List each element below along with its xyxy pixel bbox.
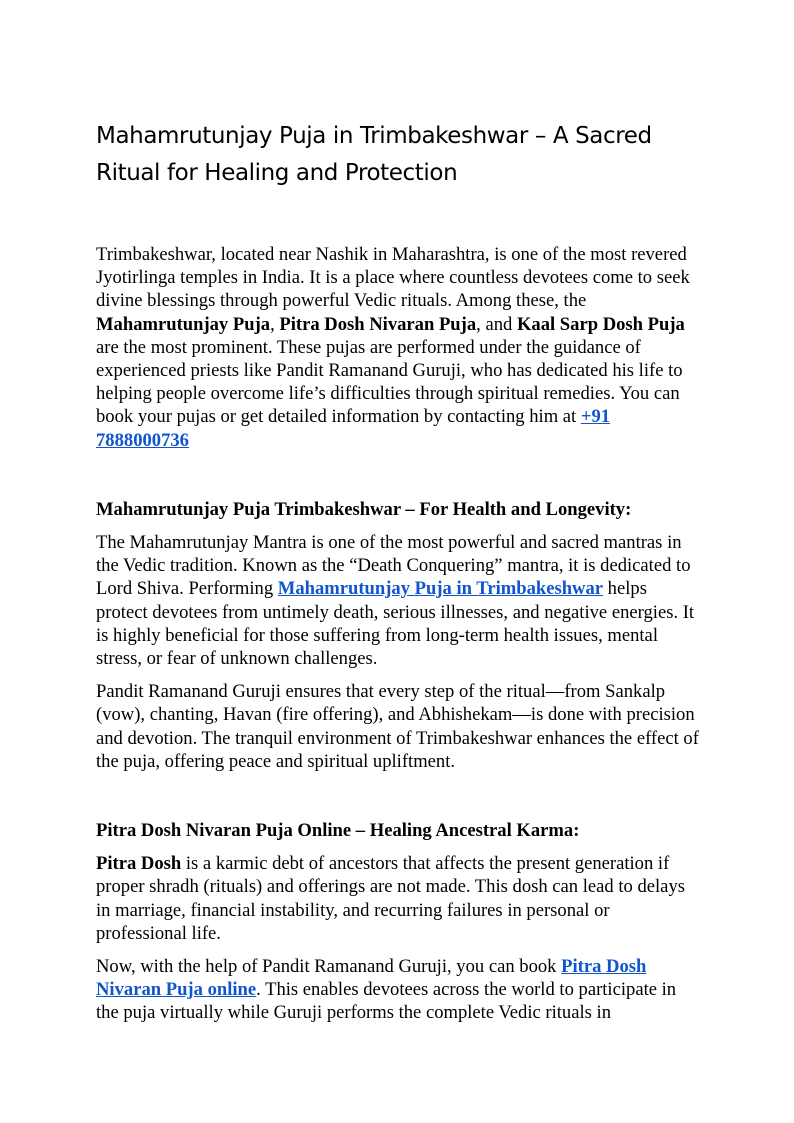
document-title bbox=[96, 118, 700, 192]
section2-text-1: is a karmic debt of ancestors that affects the present generation if proper shradh (rituals) and offerings are not made. This dosh can lead to delays in marriage, financial instability, and recurring failures in personal or professional life. bbox=[96, 853, 685, 944]
section1-paragraph-1 bbox=[96, 531, 700, 670]
intro-bold-kaal-sarp: Kaal Sarp Dosh Puja bbox=[516, 313, 685, 335]
intro-bold-mahamrutunjay: Mahamrutunjay Puja bbox=[96, 313, 271, 335]
title-line-2: Ritual for Healing and Protection bbox=[96, 160, 458, 186]
intro-text-4: are the most prominent. These pujas are performed under the guidance of experienced priests like Pandit Ramanand Guruji, who has dedicated his life to helping people overcome life’s difficulties through spiritual remedies. You can book your pujas or get detailed information by contacting him at bbox=[96, 336, 683, 428]
section2-bold-pitra-dosh: Pitra Dosh bbox=[96, 853, 182, 875]
pitra-dosh-online-link[interactable]: Pitra Dosh Nivaran Puja online bbox=[96, 956, 647, 1001]
intro-bold-pitra-dosh: Pitra Dosh Nivaran Puja bbox=[279, 313, 477, 335]
section-heading-pitra-dosh: Pitra Dosh Nivaran Puja Online – Healing Ancestral Karma: bbox=[96, 820, 580, 842]
section1-text-1: The Mahamrutunjay Mantra is one of the most powerful and sacred mantras in the Vedic tradition. Known as the “Death Conquering” mantra, it is dedicated to Lord Shiva. Performing bbox=[96, 532, 691, 600]
intro-text-3: , and bbox=[476, 313, 517, 335]
intro-paragraph bbox=[96, 243, 700, 452]
section2-paragraph-1 bbox=[96, 852, 700, 945]
section2-text-2: Now, with the help of Pandit Ramanand Guruji, you can book bbox=[96, 956, 562, 978]
mahamrutunjay-puja-link[interactable]: Mahamrutunjay Puja in Trimbakeshwar bbox=[277, 578, 604, 600]
section-heading-mahamrutunjay: Mahamrutunjay Puja Trimbakeshwar – For Health and Longevity: bbox=[96, 498, 632, 520]
section1-text-2: helps protect devotees from untimely death, serious illnesses, and negative energies. It is highly beneficial for those suffering from long-term health issues, mental stress, or fear of unknown challenges. bbox=[96, 578, 695, 670]
title-line-1: Mahamrutunjay Puja in Trimbakeshwar – A Sacred bbox=[96, 123, 652, 149]
intro-text-2: , bbox=[270, 313, 280, 335]
section2-text-3: . This enables devotees across the world to participate in the puja virtually while Guruji performs the complete Vedic rituals in bbox=[96, 979, 677, 1024]
intro-text-1: Trimbakeshwar, located near Nashik in Maharashtra, is one of the most revered Jyotirlinga temples in India. It is a place where countless devotees come to seek divine blessings through powerful Vedic rituals. Among these, the bbox=[96, 244, 690, 312]
section1-paragraph-2: Pandit Ramanand Guruji ensures that every step of the ritual—from Sankalp (vow), chanting, Havan (fire offering), and Abhishekam—is done with precision and devotion. The tranquil environment of Trimbakeshwar enhances the effect of the puja, offering peace and spiritual upliftment. bbox=[96, 681, 699, 772]
section2-paragraph-2 bbox=[96, 955, 700, 1025]
phone-link[interactable]: +91 7888000736 bbox=[96, 406, 611, 451]
document-body bbox=[96, 118, 700, 1025]
